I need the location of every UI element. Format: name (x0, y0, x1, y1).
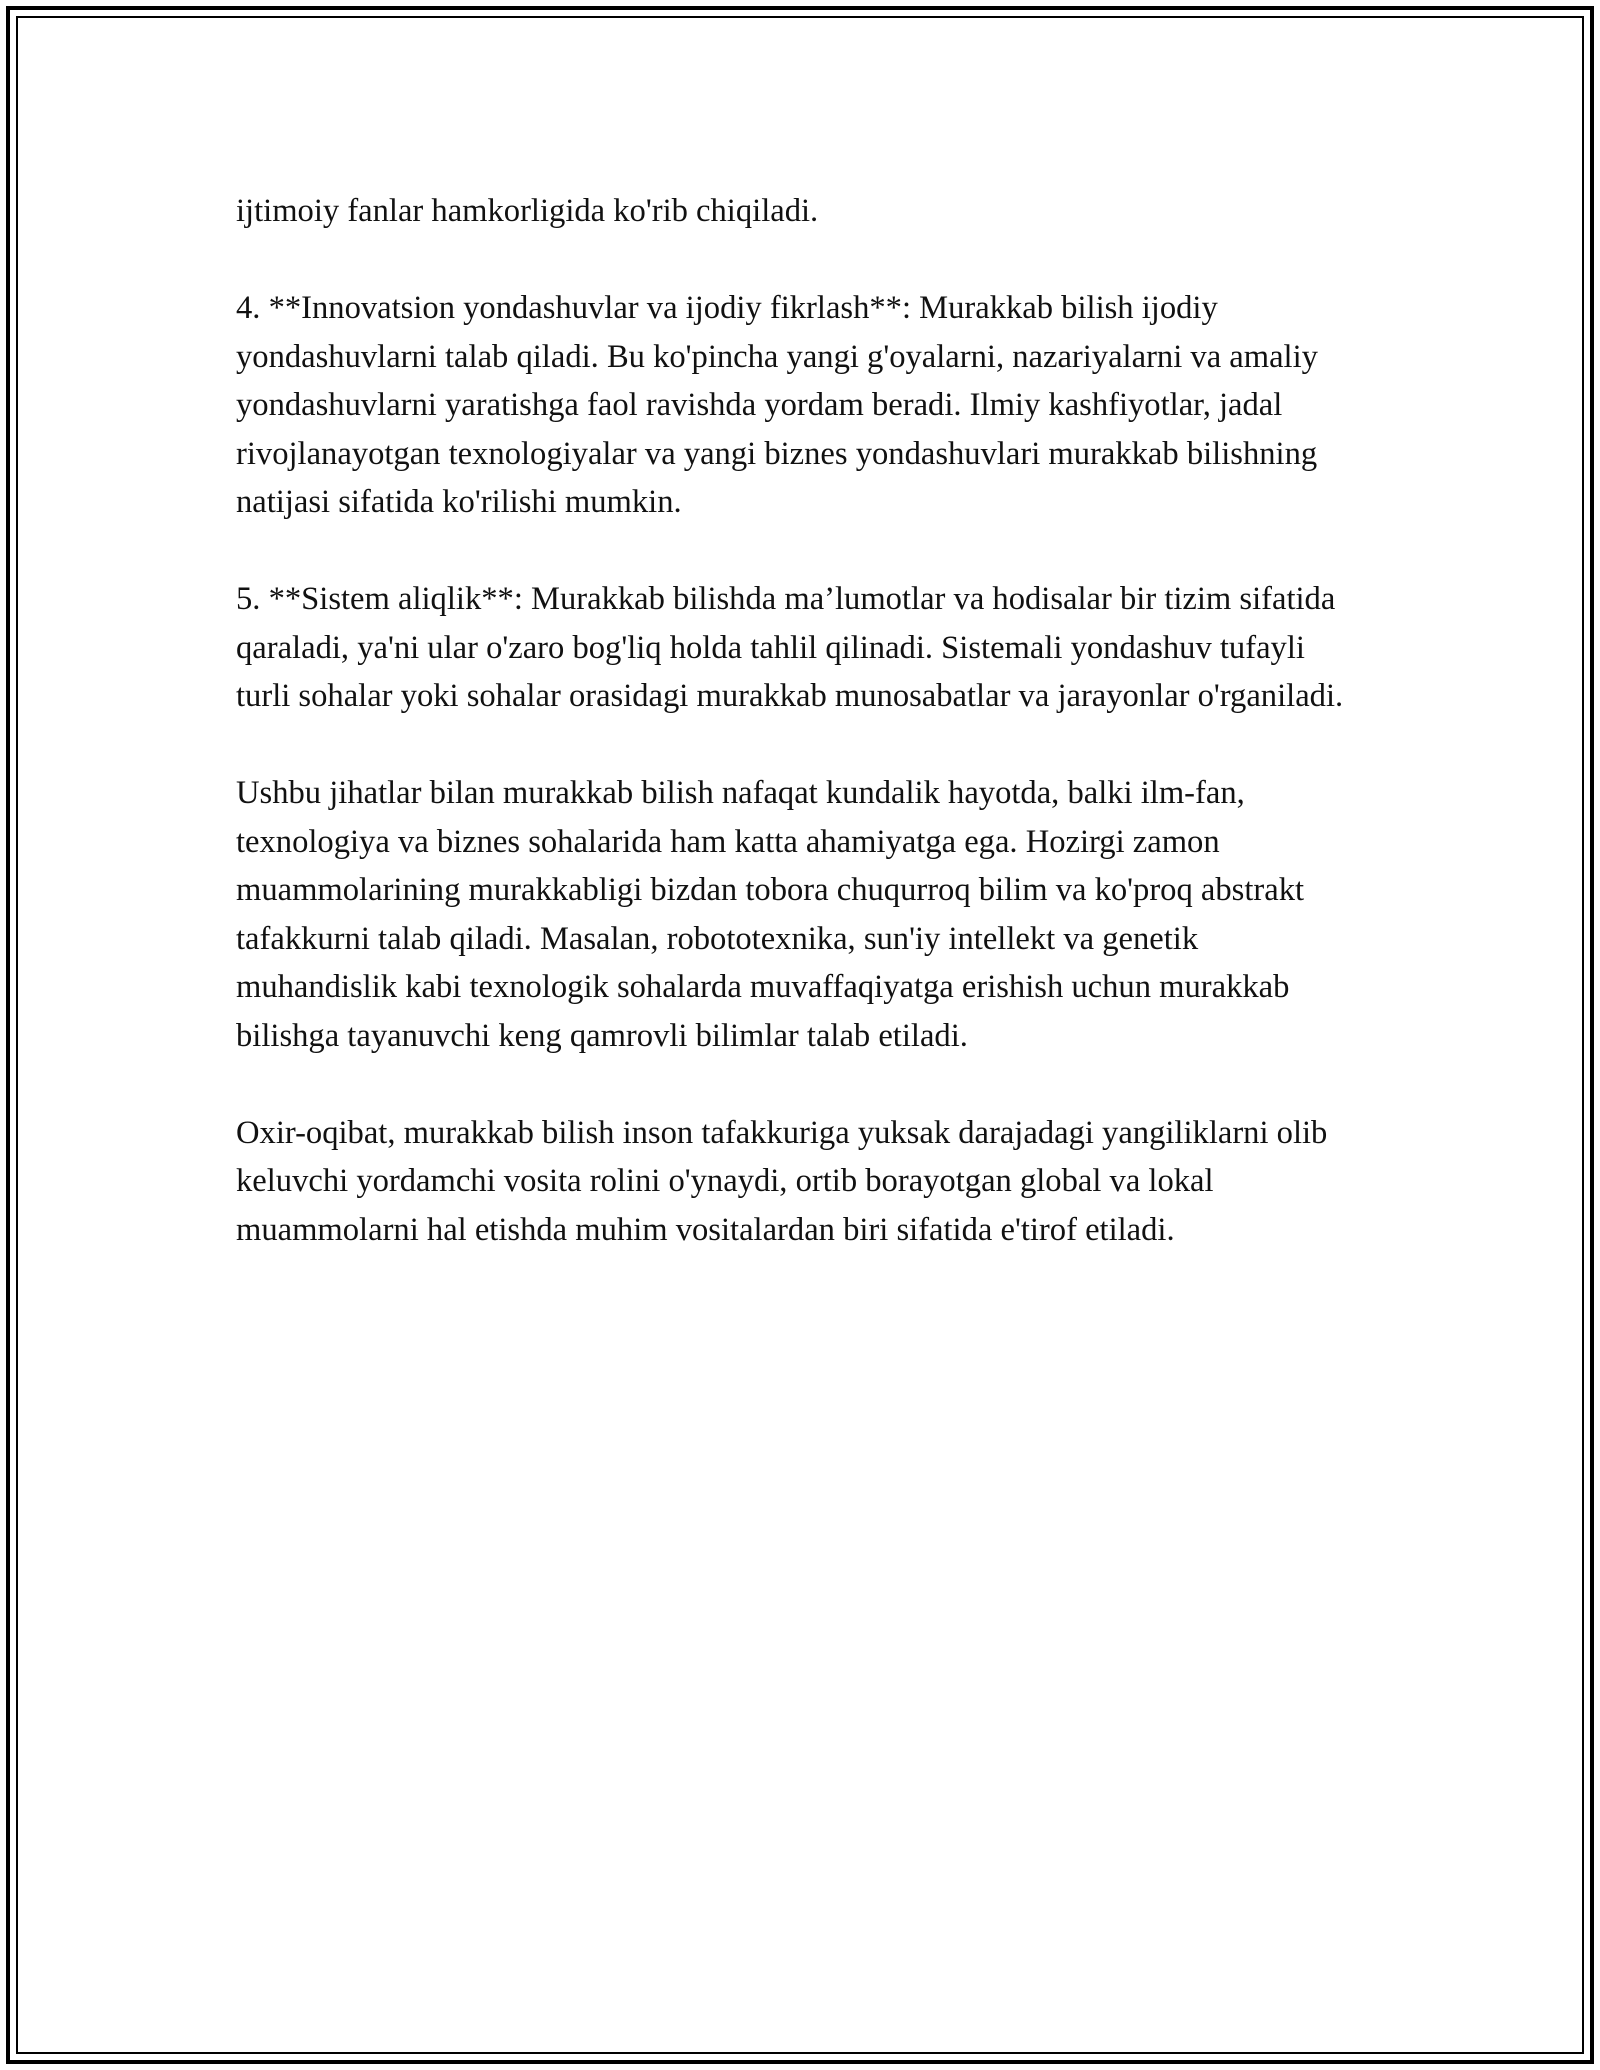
paragraph-continuation: ijtimoiy fanlar hamkorligida ko'rib chiqiladi. (236, 193, 819, 229)
paragraph-systemic-thinking: 5. **Sistem aliqlik**: Murakkab bilishda ma’lumotlar va hodisalar bir tizim sifatida qaraladi, ya'ni ular o'zaro bog'liq holda tahlil qilinadi. Sistemali yondashuv tufayli turli sohalar yoki sohalar orasidagi murakkab munosabatlar va jarayonlar o'rganiladi. (236, 581, 1344, 714)
paragraph-importance: Ushbu jihatlar bilan murakkab bilish nafaqat kundalik hayotda, balki ilm-fan, texnologiya va biznes sohalarida ham katta ahamiyatga ega. Hozirgi zamon muammolarining murakkabligi bizdan tobora chuqurroq bilim va ko'proq abstrakt tafakkurni talab qiladi. Masalan, robototexnika, sun'iy intellekt va genetik muhandislik kabi texnologik sohalarda muvaffaqiyatga erishish uchun murakkab bilishga tayanuvchi keng qamrovli bilimlar talab etiladi. (236, 775, 1305, 1054)
paragraph-conclusion: Oxir-oqibat, murakkab bilish inson tafakkuriga yuksak darajadagi yangiliklarni olib keluvchi yordamchi vosita rolini o'ynaydi, ortib borayotgan global va lokal muammolarni hal etishda muhim vositalardan biri sifatida e'tirof etiladi. (236, 1114, 1328, 1248)
paragraph-innovative-approaches: 4. **Innovatsion yondashuvlar va ijodiy fikrlash**: Murakkab bilish ijodiy yondashuvlarni talab qiladi. Bu ko'pincha yangi g'oyalarni, nazariyalarni va amaliy yondashuvlarni yaratishga faol ravishda yordam beradi. Ilmiy kashfiyotlar, jadal rivojlanayotgan texnologiyalar va yangi biznes yondashuvlari murakkab bilishning natijasi sifatida ko'rilishi mumkin. (236, 290, 1318, 520)
document-body (236, 187, 1366, 1303)
